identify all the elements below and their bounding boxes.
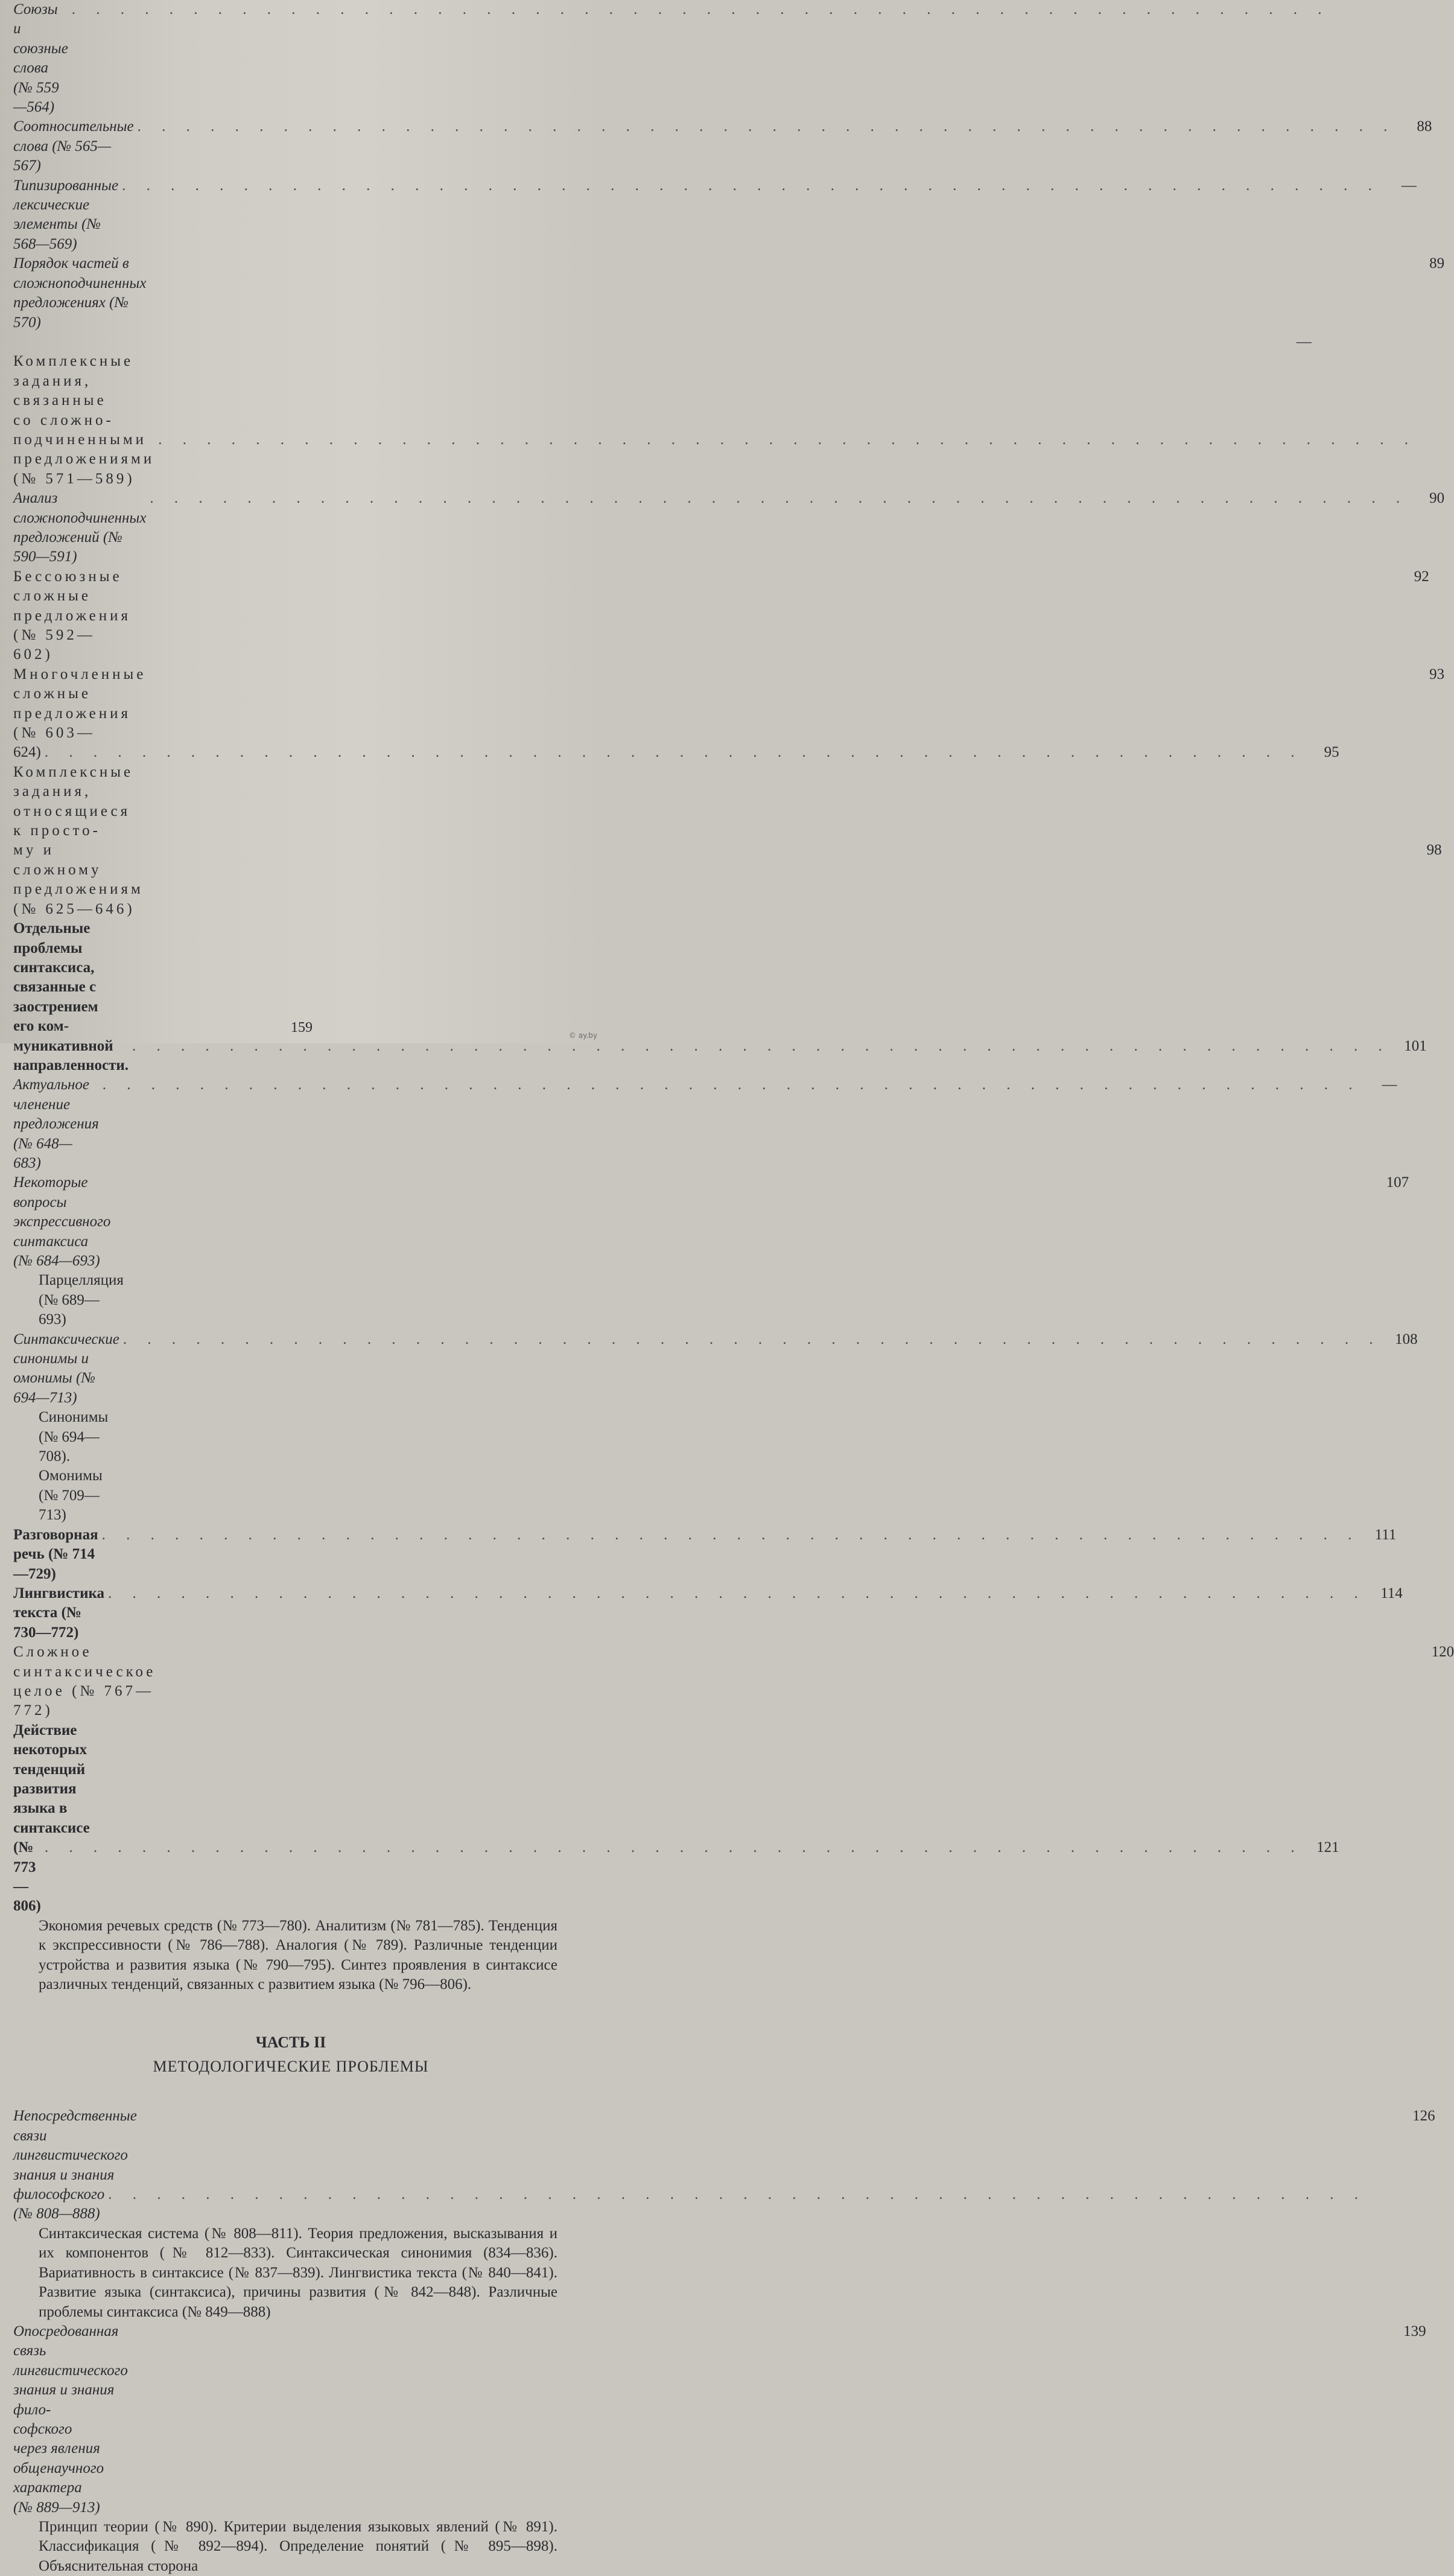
toc-entry-title: муникативной направленности. bbox=[13, 1037, 129, 1073]
toc-section-1 bbox=[13, 0, 1454, 1916]
dot-leader bbox=[146, 489, 1408, 508]
toc-entry-title: философского (№ 808—888) bbox=[13, 2186, 105, 2222]
dot-leader bbox=[68, 0, 1330, 19]
toc-entry-page: — bbox=[1401, 177, 1417, 194]
toc-entry-title: Союзы и союзные слова (№ 559—564) bbox=[13, 1, 68, 116]
toc-entry-title: софского через явления общенаучного характера (№ 889—913) bbox=[13, 2420, 104, 2516]
toc-entry-title: му и сложному предложениям (№ 625—646) bbox=[13, 842, 144, 917]
part-label: ЧАСТЬ II bbox=[255, 2034, 326, 2052]
dot-leader bbox=[129, 1037, 1391, 1056]
toc-entry bbox=[13, 1037, 1427, 1076]
toc-entry bbox=[13, 665, 1445, 743]
toc-entry-title: Непосредственные связи лингвистического знания и знания bbox=[13, 2108, 137, 2183]
toc-entry-page: 95 bbox=[1324, 744, 1339, 761]
toc-entry bbox=[13, 1173, 1409, 1271]
dot-leader bbox=[104, 1584, 1367, 1603]
toc-entry bbox=[13, 2185, 592, 2224]
toc-entry-title: Комплексные задания, относящиеся к просто- bbox=[13, 763, 134, 839]
toc-entry bbox=[13, 1271, 592, 1329]
page-number: 159 bbox=[291, 1020, 313, 1035]
subsection-paragraph-1: Экономия речевых средств (№ 773—780). Аналитизм (№ 781—785). Тенденция к экспрессивности (№ 786—788). Аналогия (№ 789). Различные тенденции устройства и развития языка (№ 790—795). Синтез проявления в синтаксисе различных тенденций, связанных с развитием языка (№ 796—806). bbox=[39, 1917, 557, 1993]
table-of-contents bbox=[13, 0, 1454, 2576]
toc-entry bbox=[13, 2107, 1435, 2185]
toc-entry-title: Синонимы (№ 694—708). Омонимы (№ 709—713) bbox=[39, 1409, 109, 1524]
toc-entry-page: 93 bbox=[1429, 666, 1445, 682]
toc-entry bbox=[13, 743, 1339, 762]
toc-entry bbox=[13, 430, 592, 489]
toc-entry bbox=[13, 117, 1432, 176]
toc-entry-title: Синтаксические синонимы и омонимы (№ 694—713) bbox=[13, 1331, 119, 1406]
toc-entry-page: 111 bbox=[1374, 1526, 1397, 1543]
toc-entry bbox=[13, 1643, 1454, 1721]
toc-entry bbox=[13, 1408, 592, 1525]
dot-leader bbox=[99, 1075, 1361, 1095]
toc-entry-page: 90 bbox=[1429, 490, 1445, 507]
toc-entry bbox=[13, 1075, 1397, 1173]
toc-entry-page: 89 bbox=[1429, 255, 1445, 272]
toc-entry bbox=[13, 332, 1312, 352]
toc-entry bbox=[13, 489, 1445, 567]
toc-entry bbox=[13, 1838, 1339, 1916]
dot-leader bbox=[104, 2185, 1367, 2204]
toc-entry bbox=[13, 567, 1429, 665]
toc-entry-page: 121 bbox=[1316, 1839, 1339, 1856]
toc-entry-title: Многочленные сложные предложения (№ 603— bbox=[13, 666, 147, 742]
toc-entry bbox=[13, 1330, 1418, 1408]
toc-entry-title: Порядок частей в сложноподчиненных предложениях (№ 570) bbox=[13, 255, 147, 331]
toc-entry-title: Типизированные лексические элементы (№ 568—569) bbox=[13, 177, 119, 252]
toc-entry-page: 98 bbox=[1426, 842, 1442, 859]
toc-entry-title: (№ 773—806) bbox=[13, 1839, 41, 1915]
toc-entry-title: Опосредованная связь лингвистического знания и знания фило- bbox=[13, 2323, 128, 2418]
toc-entry-page: 114 bbox=[1380, 1585, 1403, 1601]
toc-entry-page: 139 bbox=[1403, 2323, 1426, 2339]
toc-entry bbox=[13, 1721, 592, 1838]
toc-entry-page: 101 bbox=[1404, 1037, 1427, 1054]
toc-entry bbox=[13, 2322, 1426, 2420]
toc-entry bbox=[13, 919, 592, 1036]
toc-entry-page: 88 bbox=[1417, 118, 1432, 135]
toc-entry-title: Действие некоторых тенденций развития языка в синтаксисе bbox=[13, 1722, 90, 1836]
toc-entry-title: Некоторые вопросы экспрессивного синтаксиса (№ 684—693) bbox=[13, 1174, 111, 1269]
dot-leader bbox=[134, 117, 1396, 136]
toc-entry-title: Актуальное членение предложения (№ 648—683) bbox=[13, 1077, 99, 1171]
toc-entry-title: Парцелляция (№ 689—693) bbox=[39, 1272, 124, 1328]
toc-entry bbox=[13, 763, 592, 841]
dot-leader bbox=[118, 176, 1380, 196]
dot-leader bbox=[98, 1525, 1360, 1545]
dot-leader bbox=[41, 1838, 1303, 1857]
toc-entry-title: Анализ сложноподчиненных предложений (№ 590—591) bbox=[13, 490, 147, 565]
toc-entry-page: 92 bbox=[1414, 568, 1429, 585]
toc-entry-title: Сложное синтаксическое целое (№ 767—772) bbox=[13, 1644, 156, 1719]
toc-entry bbox=[13, 841, 1442, 919]
toc-entry bbox=[13, 352, 592, 430]
toc-section-2 bbox=[13, 2107, 1435, 2224]
toc-entry-title: 624) bbox=[13, 744, 41, 761]
toc-entry-page: 107 bbox=[1386, 1174, 1409, 1191]
toc-entry-title: подчиненными предложениями (№ 571—589) bbox=[13, 431, 155, 487]
toc-entry-title: Лингвистика текста (№ 730—772) bbox=[13, 1585, 105, 1641]
toc-entry bbox=[13, 1525, 1397, 1584]
dot-leader bbox=[41, 743, 1303, 762]
toc-entry-page: — bbox=[1382, 1077, 1397, 1093]
dot-leader bbox=[119, 1330, 1382, 1349]
toc-entry-page: 108 bbox=[1395, 1331, 1418, 1347]
toc-entry-page: — bbox=[1296, 333, 1312, 350]
subsection-paragraph-2: Синтаксическая система (№ 808—811). Теория предложения, высказывания и их компонентов (№ 812—833). Синтаксическая синонимия (834—836). Вариативность в синтаксисе (№ 837—839). Лингвистика текста (№ 840—841). Развитие языка (синтаксиса), причины развития (№ 842—848). Различные проблемы синтаксиса (№ 849—888) bbox=[39, 2225, 557, 2320]
toc-section-3 bbox=[13, 2322, 1426, 2517]
toc-entry-title: Разговорная речь (№ 714—729) bbox=[13, 1526, 98, 1582]
toc-entry-title: Бессоюзные сложные предложения (№ 592—602) bbox=[13, 568, 132, 663]
toc-entry-title: Соотносительные слова (№ 565—567) bbox=[13, 118, 134, 174]
dot-leader bbox=[154, 430, 1417, 450]
toc-entry-page: 120 bbox=[1431, 1644, 1454, 1661]
toc-entry bbox=[13, 0, 592, 117]
subsection-paragraph-3: Принцип теории (№ 890). Критерии выделения языковых явлений (№ 891). Классификация (№ 892—894). Определение понятий (№ 895—898). Объяснительная сторона bbox=[39, 2518, 557, 2574]
toc-entry-title: Отдельные проблемы синтаксиса, связанные с заострением его ком- bbox=[13, 920, 98, 1035]
watermark: © ay.by bbox=[568, 1031, 597, 1040]
toc-entry-title: Комплексные задания, связанные со сложно- bbox=[13, 353, 134, 428]
part-title: МЕТОДОЛОГИЧЕСКИЕ ПРОБЛЕМЫ bbox=[153, 2058, 429, 2076]
toc-entry bbox=[13, 176, 1417, 255]
toc-entry bbox=[13, 1584, 1403, 1643]
toc-entry-page: 126 bbox=[1412, 2108, 1435, 2125]
toc-entry bbox=[13, 254, 1445, 332]
toc-entry bbox=[13, 2420, 592, 2517]
